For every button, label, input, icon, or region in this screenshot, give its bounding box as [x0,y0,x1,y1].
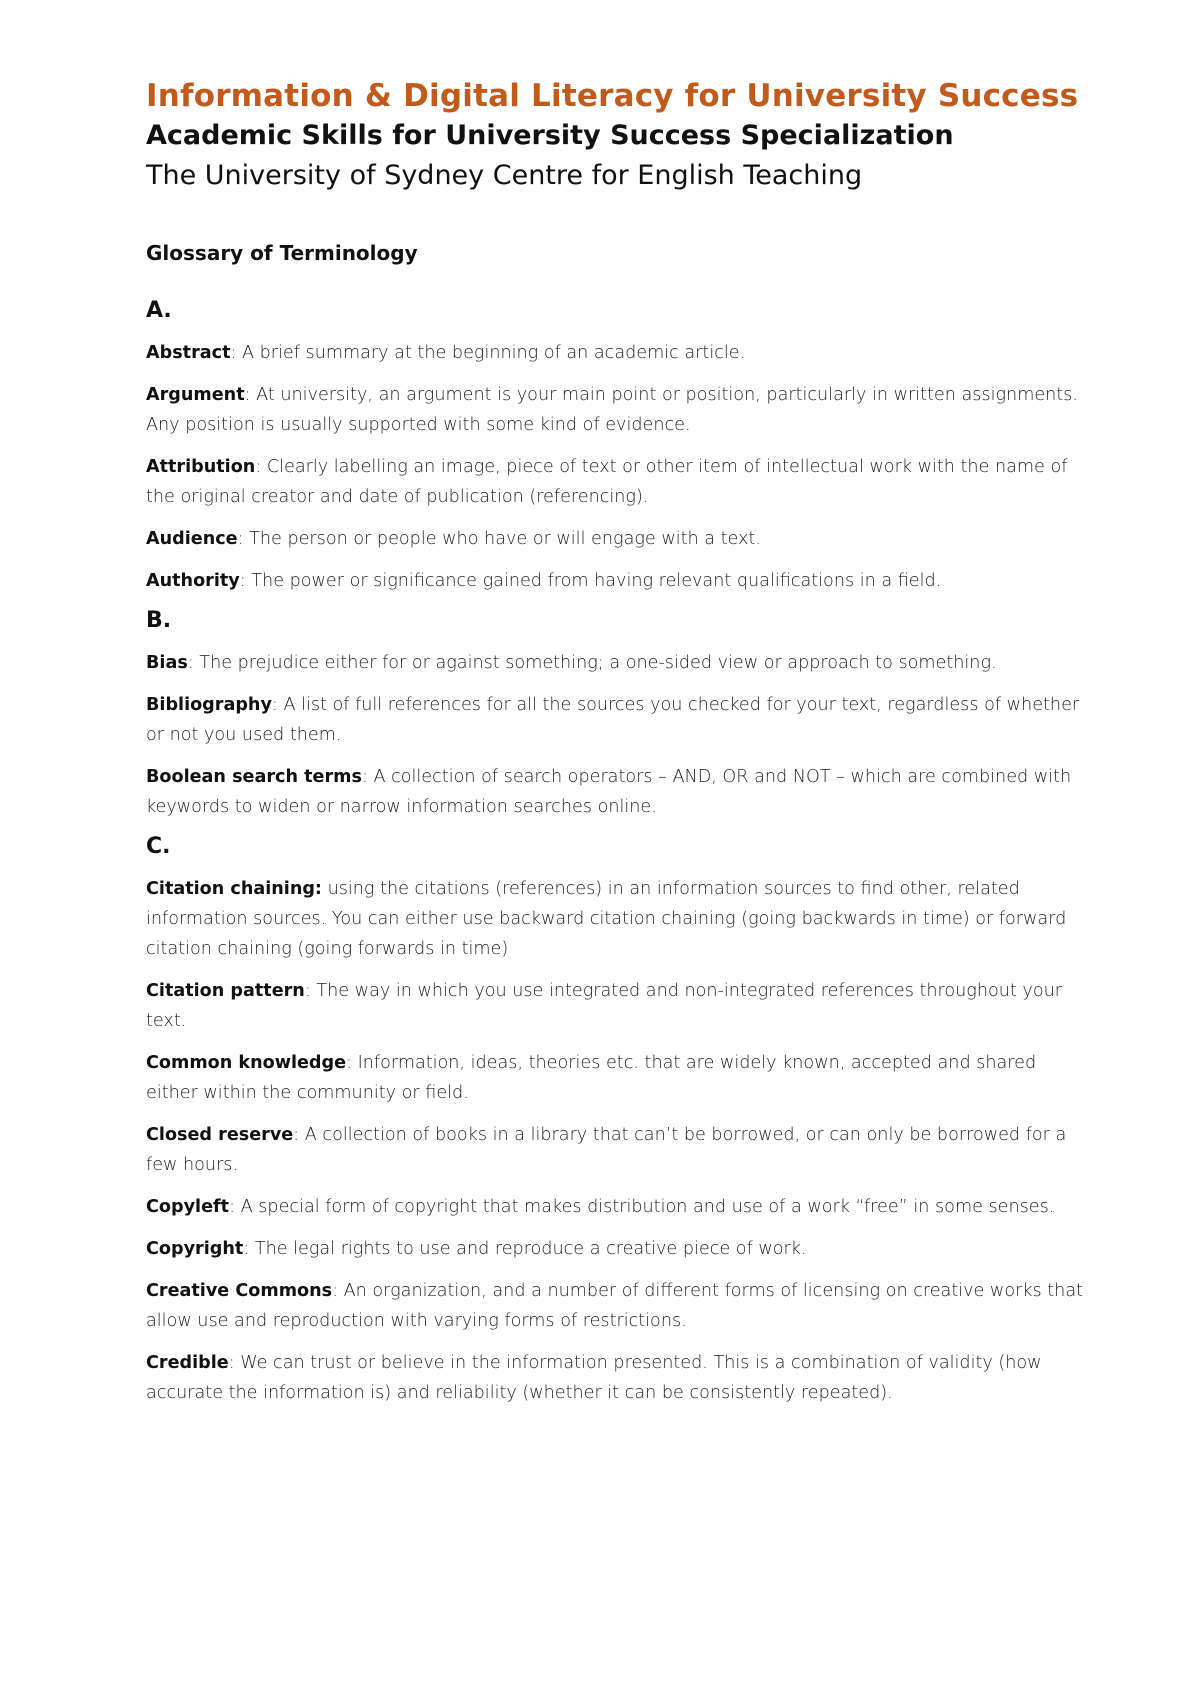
term-separator: : [228,1353,241,1373]
specialization-title: Academic Skills for University Success Specialization [146,120,954,151]
glossary-entry [146,380,1086,440]
glossary-term: Boolean search terms [146,767,362,787]
section-letter: C. [146,834,171,859]
glossary-definition: The way in which you use integrated and non-integrated references throughout your text. [146,981,1062,1031]
glossary-definition: A collection of search operators – AND, OR and NOT – which are combined with keywords to widen or narrow information searches online. [146,767,1072,817]
course-title: Information & Digital Literacy for University Success [146,78,1079,114]
term-separator: : [239,571,252,591]
term-separator: : [271,695,284,715]
glossary-term: Audience [146,529,238,549]
glossary-entry [146,338,1086,368]
organization-name: The University of Sydney Centre for English Teaching [146,160,863,191]
glossary-section [146,296,1086,596]
term-separator: : [293,1125,305,1145]
glossary-entry [146,690,1086,750]
glossary-term: Authority [146,571,240,591]
glossary-definition: Clearly labelling an image, piece of text or other item of intellectual work with the name of the original creator and date of publication (referencing). [146,457,1068,507]
glossary-term: Attribution [146,457,256,477]
glossary-definition: At university, an argument is your main point or position, particularly in written assignments. Any position is usually supported with some kind of evidence. [146,385,1078,435]
term-separator: : [346,1053,358,1073]
glossary-entry [146,524,1086,554]
glossary-term: Abstract [146,343,231,363]
glossary-entry [146,1348,1086,1408]
glossary-term: Copyleft [146,1197,230,1217]
term-separator: : [244,385,257,405]
glossary-entry [146,1234,1086,1264]
glossary-definition: The person or people who have or will engage with a text. [249,529,761,549]
term-separator: : [230,343,243,363]
section-letter: A. [146,298,172,323]
glossary-entry [146,1120,1086,1180]
glossary-term: Creative Commons [146,1281,333,1301]
term-separator: : [361,767,374,787]
glossary-definition: A collection of books in a library that can’t be borrowed, or can only be borrowed for a few hours. [146,1125,1067,1175]
glossary-term: Copyright [146,1239,244,1259]
glossary-entry [146,1048,1086,1108]
term-separator: : [255,457,267,477]
glossary-heading: Glossary of Terminology [146,241,418,265]
term-separator: : [243,1239,255,1259]
glossary-section [146,832,1086,1408]
glossary-definition: The prejudice either for or against something; a one-sided view or approach to something. [199,653,997,673]
glossary-definition: An organization, and a number of different forms of licensing on creative works that allow use and reproduction with varying forms of restrictions. [146,1281,1083,1331]
term-separator: : [237,529,250,549]
glossary-entry [146,762,1086,822]
section-letter: B. [146,608,172,633]
glossary-term: Closed reserve [146,1125,294,1145]
glossary-entry [146,1276,1086,1336]
glossary-definition: A special form of copyright that makes distribution and use of a work “free” in some senses. [240,1197,1055,1217]
glossary-term: Argument [146,385,245,405]
document-page [146,76,1086,1408]
term-separator: : [187,653,200,673]
glossary-term: Citation pattern [146,981,305,1001]
glossary-term: Credible [146,1353,229,1373]
glossary-entry [146,452,1086,512]
glossary-definition: We can trust or believe in the information presented. This is a combination of validity (how accurate the information is) and reliability (whether it can be consistently repeated). [146,1353,1042,1403]
glossary-definition: using the citations (references) in an information sources to find other, related information sources. You can either use backward citation chaining (going backwards in time) or forward citation chaining (going forwards in time) [146,879,1067,959]
glossary-definition: A brief summary at the beginning of an academic article. [242,343,746,363]
glossary-term: Citation chaining: [146,879,322,899]
glossary-definition: A list of full references for all the sources you checked for your text, regardless of whether or not you used them. [146,695,1080,745]
glossary-sections [146,296,1086,1408]
glossary-definition: Information, ideas, theories etc. that are widely known, accepted and shared either within the community or field. [146,1053,1037,1103]
glossary-entry [146,648,1086,678]
glossary-entry [146,1192,1086,1222]
glossary-entry [146,976,1086,1036]
glossary-term: Bias [146,653,188,673]
term-separator: : [332,1281,344,1301]
glossary-definition: The power or significance gained from having relevant qualifications in a field. [251,571,942,591]
glossary-entry [146,874,1086,964]
glossary-definition: The legal rights to use and reproduce a creative piece of work. [254,1239,807,1259]
glossary-term: Bibliography [146,695,272,715]
glossary-term: Common knowledge [146,1053,347,1073]
glossary-entry [146,566,1086,596]
term-separator: : [304,981,317,1001]
glossary-section [146,606,1086,822]
term-separator: : [229,1197,241,1217]
